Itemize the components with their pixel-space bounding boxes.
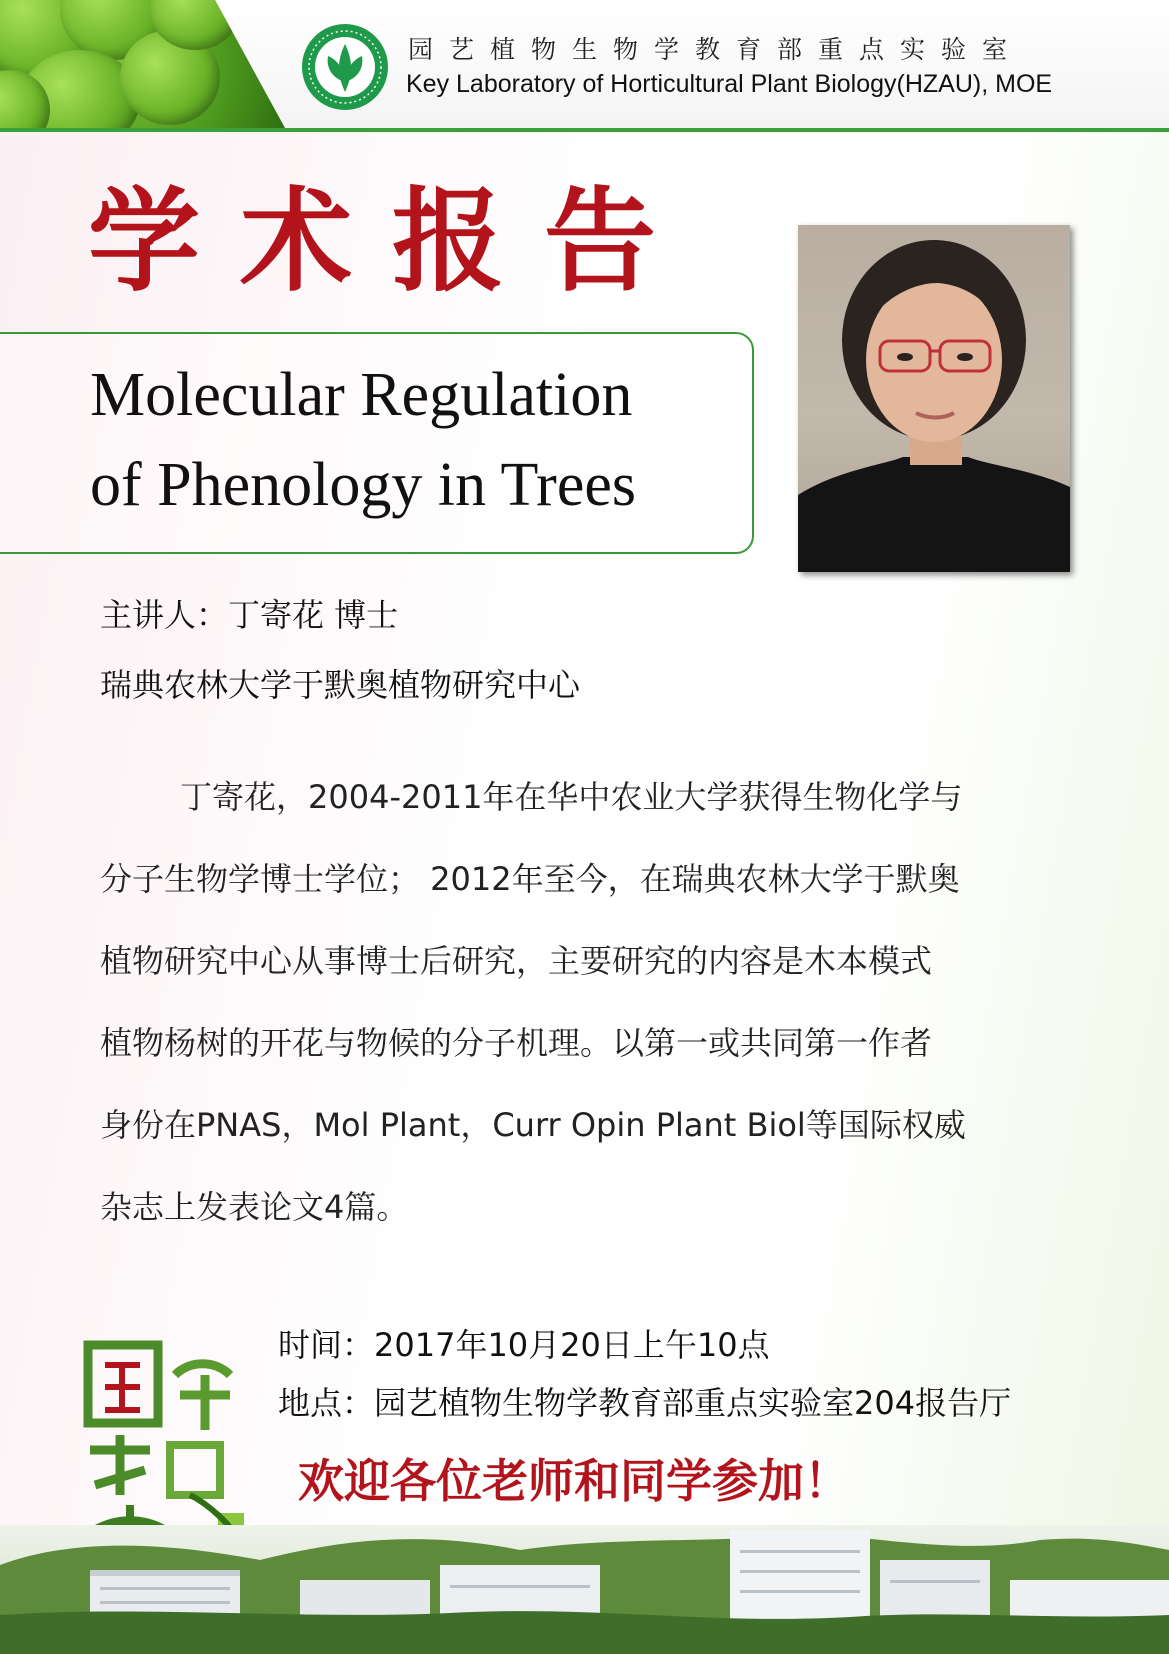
lab-name-en: Key Laboratory of Horticultural Plant Biology(HZAU), MOE (406, 70, 1053, 98)
speaker-bio (100, 756, 1060, 1248)
page-title: 学术报告 (88, 177, 696, 307)
bio-line: 分子生物学博士学位； 2012年至今，在瑞典农林大学于默奥 (100, 860, 960, 898)
lab-name-cn: 园艺植物生物学教育部重点实验室 (408, 35, 1024, 64)
event-location: 地点：园艺植物生物学教育部重点实验室204报告厅 (278, 1384, 1012, 1422)
bio-line: 植物研究中心从事博士后研究，主要研究的内容是木本模式 (100, 942, 933, 980)
speaker-photo (798, 225, 1070, 572)
talk-title-line-1: Molecular Regulation (90, 361, 633, 429)
speaker-name: 主讲人：丁寄花 博士 (100, 596, 399, 634)
talk-title-line-2: of Phenology in Trees (90, 451, 636, 519)
bio-line: 植物杨树的开花与物候的分子机理。以第一或共同第一作者 (100, 1024, 933, 1062)
event-time: 时间：2017年10月20日上午10点 (278, 1326, 770, 1364)
talk-title (90, 350, 750, 530)
bio-line: 身份在PNAS，Mol Plant，Curr Opin Plant Biol等国际权威 (100, 1106, 966, 1144)
lab-logo-icon (300, 22, 390, 112)
speaker-affiliation: 瑞典农林大学于默奥植物研究中心 (100, 666, 581, 704)
bio-line: 丁寄花，2004-2011年在华中农业大学获得生物化学与 (180, 778, 963, 816)
campus-panorama (0, 1525, 1169, 1654)
welcome-message: 欢迎各位老师和同学参加！ (298, 1454, 850, 1508)
bio-line: 杂志上发表论文4篇。 (100, 1188, 409, 1226)
